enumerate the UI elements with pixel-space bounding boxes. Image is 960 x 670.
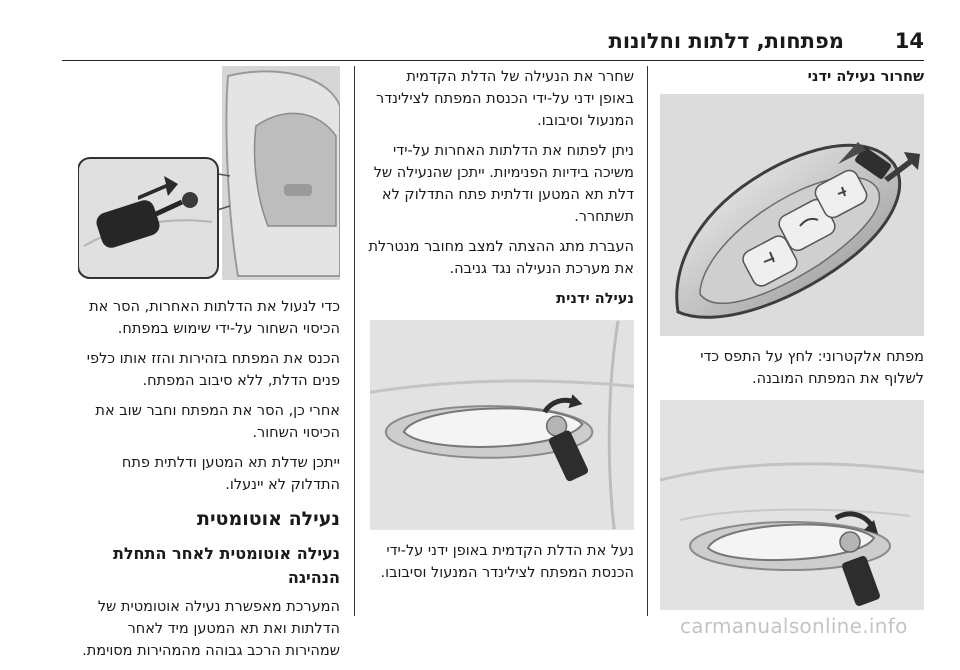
paragraph: ייתכן שדלת תא המטען ודלתית פתח התדלוק לא יינעלו.	[121, 455, 340, 493]
door-handle-key-illustration	[660, 400, 924, 610]
page-number: 14	[894, 29, 924, 53]
middle-column	[368, 66, 634, 592]
column-divider	[647, 66, 648, 616]
column-divider	[354, 66, 355, 616]
watermark: carmanualsonline.info	[680, 614, 908, 638]
left-column	[78, 66, 340, 670]
paragraph: הכנס את המפתח בזהירות והזז אותו כלפי פנים הדלת, ללא סיבוב המפתח.	[86, 351, 340, 389]
manual-lock-heading: נעילה ידנית	[556, 291, 634, 307]
paragraph: העברת מתג ההצתה למצב מחובר מנטרלת את מערכת הנעילה נגד גניבה.	[368, 239, 634, 277]
chapter-title: מפתחות, דלתות וחלונות	[608, 29, 844, 53]
rear-door-lock-illustration	[78, 66, 340, 284]
paragraph: כדי לנעול את הדלתות האחרות, הסר את הכיסוי השחור על-ידי שימוש במפתח.	[89, 299, 340, 337]
paragraph: מפתח אלקטרוני: לחץ על התפס כדי לשלוף את המפתח המובנה.	[700, 349, 924, 387]
key-release-illustration	[660, 94, 924, 336]
page-header	[62, 26, 924, 61]
right-column	[660, 66, 924, 620]
paragraph: המערכת מאפשרת נעילה אוטומטית של הדלתות ואת תא המטען מיד לאחר שמהירות הרכב גבוהה מהמהירות מסוימת.	[82, 599, 340, 659]
auto-lock-after-driving-heading: נעילה אוטומטית לאחר התחלת הנהיגה	[112, 544, 340, 587]
automatic-locking-heading: נעילה אוטומטית	[196, 508, 340, 530]
door-handle-lock-illustration	[370, 320, 634, 530]
paragraph: שחרר את הנעילה של הדלת הקדמית באופן ידני על-ידי הכנסת המפתח לצילינדר המנעול וסיבובו.	[376, 69, 634, 129]
manual-unlock-heading: שחרור נעילה ידני	[807, 69, 924, 85]
paragraph: אחרי כן, הסר את המפתח וחבר שוב את הכיסוי השחור.	[95, 403, 340, 441]
paragraph: ניתן לפתוח את הדלתות האחרות על-ידי משיכה בידיות הפנימיות. ייתכן שהנעילה של דלת תא המטען ודלתית פתח התדלוק לא תשתחרר.	[373, 143, 634, 225]
paragraph: נעל את הדלת הקדמית באופן ידני על-ידי הכנסת המפתח לצילינדר המנעול וסיבובו.	[380, 543, 634, 581]
